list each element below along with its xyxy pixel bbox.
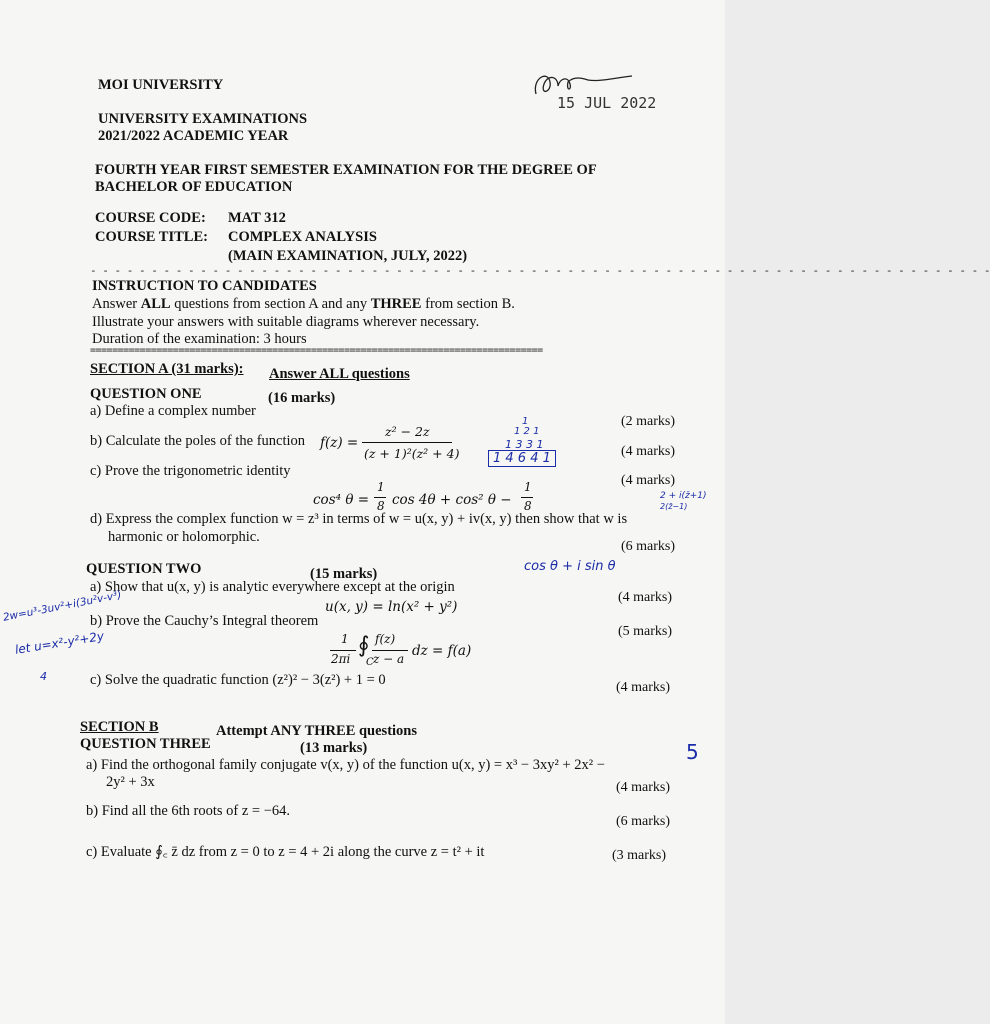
- q1-a: a) Define a complex number: [90, 403, 256, 419]
- q3-a-line1: a) Find the orthogonal family conjugate v(x, y) of the function u(x, y) = x³ − 3xy² + 2x² −: [86, 757, 605, 773]
- q1-c-marks: (4 marks): [621, 473, 676, 488]
- q2-b-inner-num: f(z): [375, 632, 396, 646]
- q2-a-marks: (4 marks): [618, 590, 673, 605]
- course-title-label: COURSE TITLE:: [95, 229, 208, 245]
- question-two-title: QUESTION TWO: [86, 561, 202, 577]
- question-three-marks: (13 marks): [300, 740, 368, 756]
- q1-b-fraction-bar: [362, 442, 452, 443]
- q2-b-frac-den: 2πi: [331, 652, 351, 666]
- note-right-margin-sub: 2(z̄−1): [660, 502, 688, 511]
- exam-title-line-2: BACHELOR OF EDUCATION: [95, 179, 293, 195]
- note-five: 5: [686, 740, 699, 764]
- instruction-1-all: ALL: [140, 296, 171, 312]
- instruction-1-mid: questions from section A and any: [170, 296, 371, 312]
- q3-c: c) Evaluate ∮꜀ z̄ dz from z = 0 to z = 4 + 2i along the curve z = t² + it: [86, 844, 485, 860]
- q2-c-marks: (4 marks): [616, 680, 671, 695]
- note-margin-3: 4: [40, 670, 47, 683]
- instruction-1-pre: Answer: [92, 296, 141, 312]
- q2-a: a) Show that u(x, y) is analytic everywhere except at the origin: [90, 579, 455, 595]
- q1-c-frac2-num: 1: [524, 480, 532, 494]
- q1-c-frac1-bar: [374, 497, 386, 498]
- section-a-subtitle: Answer ALL questions: [269, 366, 410, 382]
- q1-c-frac2-bar: [521, 497, 533, 498]
- q2-b-inner-bar: [372, 650, 408, 651]
- q1-b-fz: f(z) =: [320, 435, 359, 451]
- q1-b: b) Calculate the poles of the function: [90, 433, 306, 449]
- exam-title-line-1: FOURTH YEAR FIRST SEMESTER EXAMINATION FOR THE DEGREE OF: [95, 162, 597, 178]
- course-code: MAT 312: [228, 210, 286, 226]
- q3-a-line2: 2y² + 3x: [106, 774, 155, 790]
- exam-type: (MAIN EXAMINATION, JULY, 2022): [228, 248, 468, 264]
- q1-d-line1: d) Express the complex function w = z³ in terms of w = u(x, y) + iv(x, y) then show that w is: [90, 511, 628, 527]
- instruction-1: [92, 296, 515, 313]
- course-title: COMPLEX ANALYSIS: [228, 229, 377, 245]
- instructions-heading: INSTRUCTION TO CANDIDATES: [92, 278, 317, 294]
- note-cos: cos θ + i sin θ: [524, 559, 616, 574]
- q2-c: c) Solve the quadratic function (z²)² − 3(z²) + 1 = 0: [90, 672, 386, 688]
- instruction-3: Duration of the examination: 3 hours: [92, 331, 307, 347]
- q2-b-tail: dz = f(a): [412, 643, 472, 659]
- q1-c-middle: cos 4θ + cos² θ −: [392, 492, 512, 508]
- q3-a-marks: (4 marks): [616, 780, 671, 795]
- q2-a-equation: u(x, y) = ln(x² + y²): [325, 599, 458, 615]
- exam-heading: UNIVERSITY EXAMINATIONS: [98, 111, 308, 127]
- q2-b: b) Prove the Cauchy’s Integral theorem: [90, 613, 319, 629]
- note-pascal-4: 1 4 6 4 1: [488, 450, 556, 467]
- instruction-1-three: THREE: [370, 296, 422, 312]
- course-code-label: COURSE CODE:: [95, 210, 206, 226]
- note-pascal-1: 1: [522, 416, 529, 427]
- question-one-title: QUESTION ONE: [90, 386, 202, 402]
- note-pascal-3: 1 3 3 1: [505, 438, 544, 451]
- q1-c: c) Prove the trigonometric identity: [90, 463, 291, 479]
- q2-b-contour: C: [366, 657, 374, 668]
- q2-b-marks: (5 marks): [618, 624, 673, 639]
- dashed-separator: - - - - - - - - - - - - - - - - - - - - - - - - - - - - - - - - - - - - - - - - - - - - - - - - - - - - - - - - - - - - - - - - - - - - - - - - - -: [90, 264, 990, 277]
- question-one-marks: (16 marks): [268, 390, 336, 406]
- q1-c-frac1-den: 8: [377, 499, 385, 513]
- q1-c-lhs: cos⁴ θ =: [313, 492, 370, 508]
- q1-d-marks: (6 marks): [621, 539, 676, 554]
- note-margin-2: let u=x²-y²+2y: [14, 628, 105, 657]
- academic-year: 2021/2022 ACADEMIC YEAR: [98, 128, 289, 144]
- q1-c-frac1-num: 1: [377, 480, 385, 494]
- q1-b-numerator: z² − 2z: [385, 424, 430, 439]
- question-two-marks: (15 marks): [310, 566, 378, 582]
- q2-b-integral: ∮: [358, 633, 370, 658]
- note-margin-1: 2w=u³-3uv²+i(3u²v-v³): [2, 589, 123, 624]
- date-stamp: 15 JUL 2022: [557, 94, 657, 112]
- question-three-title: QUESTION THREE: [80, 736, 211, 752]
- section-a-title: SECTION A (31 marks):: [90, 361, 244, 377]
- double-separator: ==================================================================================: [90, 345, 543, 356]
- university-name: MOI UNIVERSITY: [98, 77, 224, 93]
- q1-a-marks: (2 marks): [621, 414, 676, 429]
- instruction-1-post: from section B.: [421, 296, 515, 312]
- q1-b-denominator: (z + 1)²(z² + 4): [364, 446, 460, 461]
- q2-b-inner-den: z − a: [373, 652, 405, 666]
- note-pascal-2: 1 2 1: [514, 426, 540, 437]
- q3-b: b) Find all the 6th roots of z = −64.: [86, 803, 291, 819]
- section-b-subtitle: Attempt ANY THREE questions: [216, 723, 418, 739]
- q3-c-marks: (3 marks): [612, 848, 667, 863]
- q1-d-line2: harmonic or holomorphic.: [108, 529, 260, 545]
- q2-b-frac-bar: [330, 650, 356, 651]
- q3-b-marks: (6 marks): [616, 814, 671, 829]
- q1-b-marks: (4 marks): [621, 444, 676, 459]
- q2-b-frac-num: 1: [341, 632, 349, 646]
- instruction-2: Illustrate your answers with suitable diagrams wherever necessary.: [92, 314, 480, 330]
- note-right-margin: 2 + i(z̄+1): [660, 491, 707, 501]
- q1-c-frac2-den: 8: [524, 499, 532, 513]
- section-b-title: SECTION B: [80, 719, 159, 735]
